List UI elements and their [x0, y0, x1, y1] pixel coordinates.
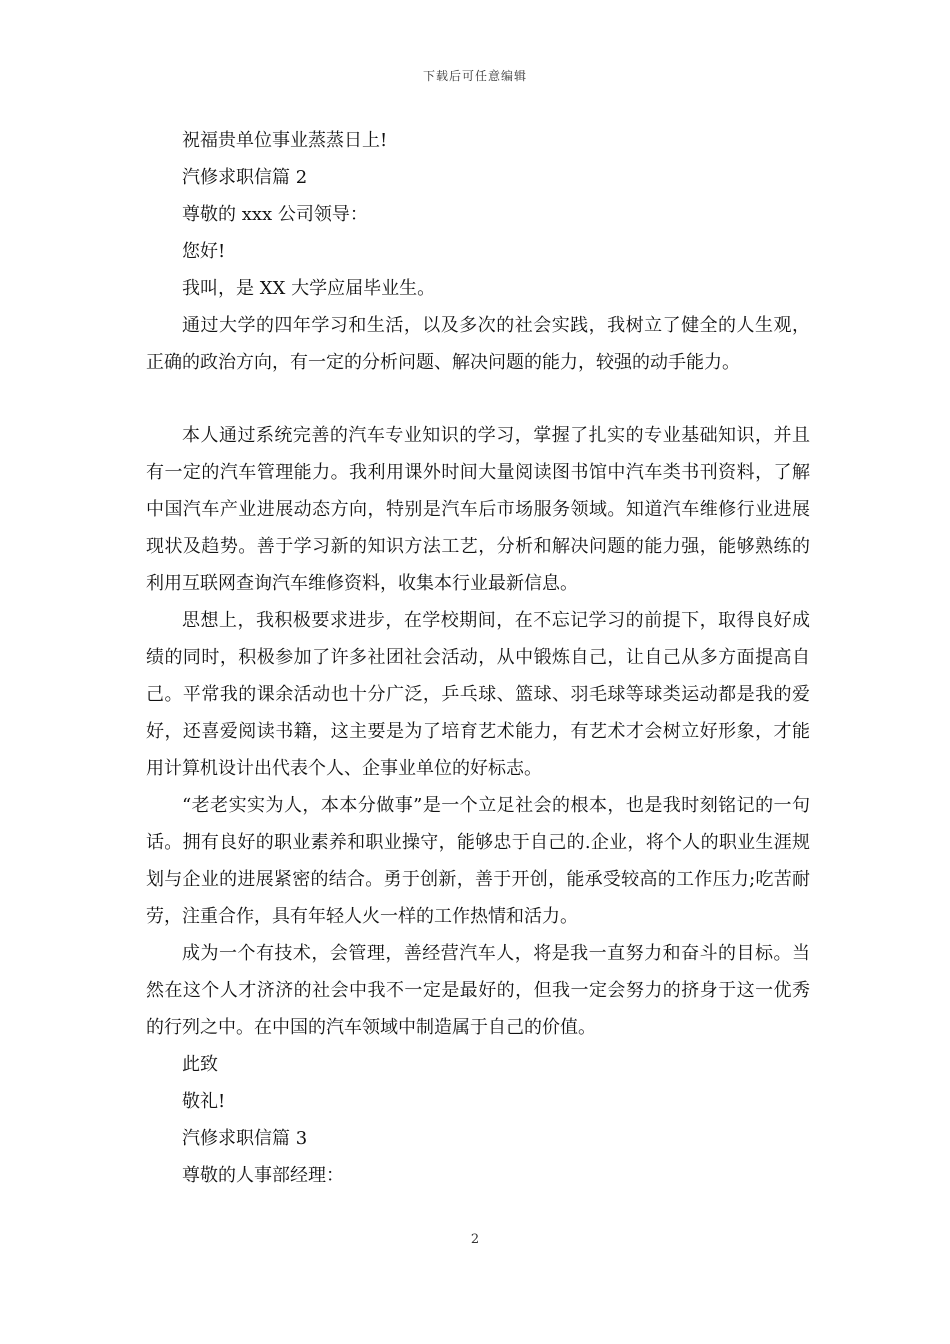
page-header: 下载后可任意编辑	[422, 69, 527, 83]
document-body	[146, 122, 810, 1194]
page-number: 2	[470, 1232, 480, 1247]
closing-wish: 祝福贵单位事业蒸蒸日上!	[182, 130, 388, 151]
closing-phrase: 此致	[182, 1054, 218, 1075]
paragraph-character: 思想上，我积极要求进步，在学校期间，在不忘记学习的前提下，取得良好成绩的同时，积极参加了许多社团社会活动，从中锻炼自己，让自己从多方面提高自己。平常我的课余活动也十分广泛，乒乓球、篮球、羽毛球等球类运动都是我的爱好，还喜爱阅读书籍，这主要是为了培育艺术能力，有艺术才会树立好形象，才能用计算机设计出代表个人、企事业单位的好标志。	[146, 610, 810, 779]
section-heading-3: 汽修求职信篇 3	[182, 1128, 308, 1149]
greeting: 您好!	[182, 241, 226, 262]
paragraph-study: 通过大学的四年学习和生活，以及多次的社会实践，我树立了健全的人生观，正确的政治方向，有一定的分析问题、解决问题的能力，较强的动手能力。	[146, 315, 810, 373]
paragraph-skills: 本人通过系统完善的汽车专业知识的学习，掌握了扎实的专业基础知识，并且有一定的汽车管理能力。我利用课外时间大量阅读图书馆中汽车类书刊资料，了解中国汽车产业进展动态方向，特别是汽车后市场服务领域。知道汽车维修行业进展现状及趋势。善于学习新的知识方法工艺，分析和解决问题的能力强，能够熟练的利用互联网查询汽车维修资料，收集本行业最新信息。	[146, 425, 810, 594]
paragraph-spacer	[146, 381, 810, 417]
salutation: 尊敬的 xxx 公司领导：	[182, 204, 368, 225]
paragraph-goal: 成为一个有技术，会管理，善经营汽车人，将是我一直努力和奋斗的目标。当然在这个人才济济的社会中我不一定是最好的，但我一定会努力的挤身于这一优秀的行列之中。在中国的汽车领域中制造属于自己的价值。	[146, 943, 810, 1038]
paragraph-motto: “老老实实为人，本本分做事”是一个立足社会的根本，也是我时刻铭记的一句话。拥有良好的职业素养和职业操守，能够忠于自己的.企业，将个人的职业生涯规划与企业的进展紧密的结合。勇于创新，善于开创，能承受较高的工作压力;吃苦耐劳，注重合作，具有年轻人火一样的工作热情和活力。	[146, 795, 810, 927]
closing-salute: 敬礼!	[182, 1091, 226, 1112]
section-heading-2: 汽修求职信篇 2	[182, 167, 308, 188]
self-introduction: 我叫，是 XX 大学应届毕业生。	[182, 278, 436, 299]
salutation-hr: 尊敬的人事部经理：	[182, 1165, 344, 1186]
